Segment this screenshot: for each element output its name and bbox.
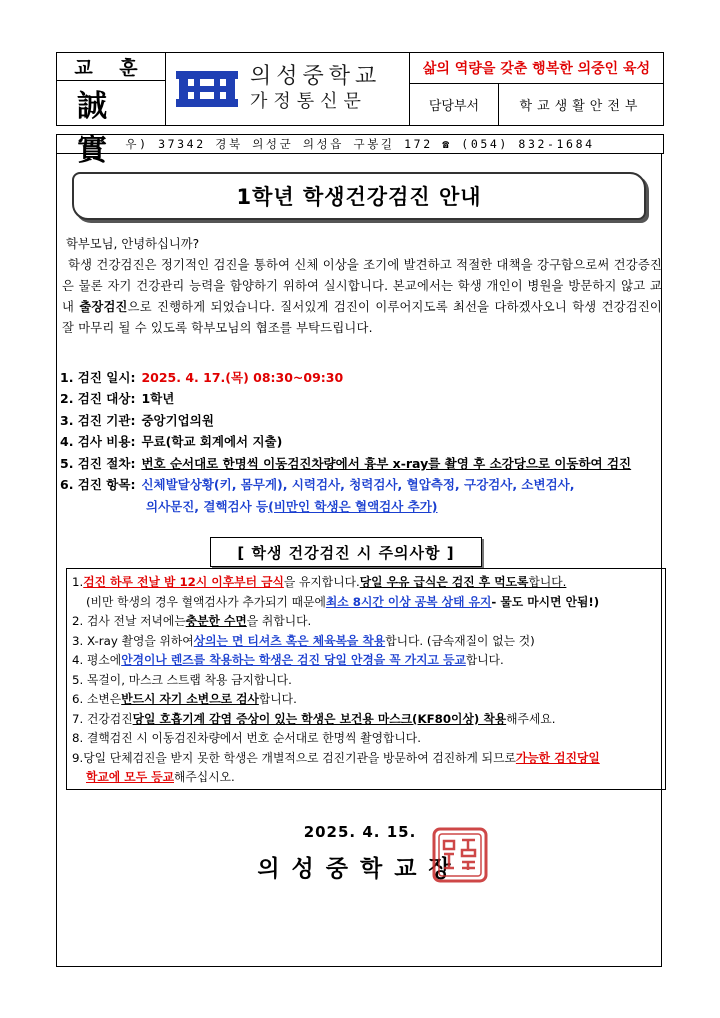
note-text: 3. X-ray 촬영을 위하여 [72, 633, 194, 648]
note-blue-text: 안경이나 렌즈를 착용하는 학생은 검진 당일 안경을 꼭 가지고 등교 [121, 653, 466, 668]
note-text: 해주세요. [506, 711, 556, 726]
note-red-text: 학교에 모두 등교 [86, 770, 174, 785]
notice-item-9 [72, 748, 662, 768]
notice-item-3 [72, 631, 662, 651]
info-procedure-row [60, 452, 660, 474]
note-bold-text: 당일 호흡기계 감염 증상이 있는 학생은 보건용 마스크(KF80이상) 착용 [132, 711, 507, 726]
info-org-value: 중앙기업의원 [141, 412, 214, 428]
info-target-row [60, 388, 660, 410]
issue-date: 2025. 4. 15. [303, 823, 417, 841]
notice-item-1 [72, 572, 662, 592]
document-title: 1학년 학생건강검진 안내 [72, 172, 646, 220]
newsletter-name: 가정통신문 [250, 91, 367, 112]
info-cost-value: 무료(학교 회계에서 지출) [141, 434, 283, 450]
notice-list [72, 572, 662, 787]
info-label: 2. 검진 대상: [60, 391, 136, 407]
notice-item-1-sub [72, 592, 662, 612]
intro-bold-text: 출장검진 [79, 300, 128, 314]
note-bold-text: 충분한 수면 [185, 614, 247, 629]
school-vision: 삶의 역량을 갖춘 행복한 의중인 육성 [410, 53, 663, 84]
notice-title: [ 학생 건강검진 시 주의사항 ] [210, 537, 482, 567]
intro-paragraph [62, 255, 662, 339]
note-blue-text: 상의는 면 티셔츠 혹은 체육복을 착용 [193, 633, 386, 648]
note-text: 6. 소변은 [72, 692, 122, 707]
motto-label: 교 훈 [57, 53, 165, 81]
note-red-text: 가능한 검진당일 [515, 750, 600, 765]
note-text: 4. 평소에 [72, 653, 122, 668]
notice-item-9-cont [72, 767, 662, 787]
note-bold-text: 반드시 자기 소변으로 검사 [121, 692, 259, 707]
note-text: 합니다. [258, 692, 297, 707]
note-text: 9.당일 단체검진을 받지 못한 학생은 개별적으로 검진기관을 방문하여 검진하게 되므로 [72, 750, 516, 765]
info-items-line2 [60, 495, 660, 517]
info-items-text: 의사문진, 결핵검사 등 [146, 498, 269, 514]
note-bold-text: 당일 우유 급식은 검진 후 먹도록 [359, 575, 529, 590]
notice-item-4 [72, 650, 662, 670]
note-text: 2. 검사 전날 저녁에는 [72, 614, 186, 629]
info-cost-row [60, 431, 660, 453]
info-date-value: 2025. 4. 17.(목) 08:30~09:30 [141, 369, 344, 385]
notice-item-7 [72, 709, 662, 729]
info-label: 3. 검진 기관: [60, 412, 136, 428]
school-logo-box [166, 53, 410, 125]
intro-text-2: 으로 진행하게 되었습니다. 질서있게 검진이 이루어지도록 최선을 다하겠사오니 학생 건강검진이 잘 마무리 될 수 있도록 학부모님의 협조를 부탁드립니다. [62, 300, 662, 335]
note-bold-text: - 물도 마시면 안됨!) [491, 594, 600, 609]
info-label: 5. 검진 절차: [60, 455, 136, 471]
principal-seal [431, 826, 489, 884]
greeting: 학부모님, 안녕하십니까? [66, 237, 200, 251]
note-text: (비만 학생의 경우 혈액검사가 추가되기 때문에 [86, 594, 326, 609]
note-text: 해주십시오. [174, 770, 235, 785]
note-text: 합니다. [528, 575, 567, 590]
principal-signature: 의성중학교장 [257, 856, 463, 882]
info-label: 1. 검진 일시: [60, 369, 136, 385]
info-items-line1: 신체발달상황(키, 몸무게), 시력검사, 청력검사, 혈압측정, 구강검사, 소변검사, [141, 477, 575, 493]
note-text: 을 취합니다. [246, 614, 312, 629]
school-address: 우) 37342 경북 의성군 의성읍 구봉길 172 ☎ (054) 832-1684 [56, 134, 664, 154]
info-items-note: (비만인 학생은 혈액검사 추가) [268, 498, 438, 514]
note-text: 합니다. (금속재질이 없는 것) [385, 633, 535, 648]
school-logo-icon [176, 69, 238, 109]
notice-item-2 [72, 611, 662, 631]
note-text: 8. 결핵검진 시 이동검진차량에서 번호 순서대로 한명씩 촬영합니다. [72, 731, 421, 746]
notice-item-6 [72, 689, 662, 709]
note-text: 7. 건강검진 [72, 711, 133, 726]
note-text: 5. 목걸이, 마스크 스트랩 착용 금지합니다. [72, 672, 292, 687]
school-name: 의성중학교 [250, 64, 382, 89]
info-date-row [60, 366, 660, 388]
department-value: 학교생활안전부 [519, 99, 643, 114]
info-procedure-value: 번호 순서대로 한명씩 이동검진차량에서 흉부 x-ray를 촬영 후 소강당으로 이동하여 검진 [141, 455, 632, 471]
motto-box [57, 53, 166, 168]
info-items-row [60, 474, 660, 496]
info-org-row [60, 409, 660, 431]
note-number: 1. [72, 574, 84, 589]
notice-item-5 [72, 670, 662, 690]
note-text: 을 유지합니다. [283, 575, 360, 590]
intro-section [62, 234, 662, 339]
intro-text-1: 학생 건강검진은 정기적인 검진을 통하여 신체 이상을 조기에 발견하고 적절한 대책을 강구함으로써 건강증진은 물론 자기 건강관리 능력을 함양하기 위하여 실시합니다. 본교에서는 학생 개인이 병원을 방문하지 않고 교내 [62, 258, 662, 314]
notice-item-8 [72, 728, 662, 748]
info-label: 6. 검진 항목: [60, 477, 136, 493]
note-red-text: 검진 하루 전날 밤 12시 이후부터 금식 [83, 575, 284, 590]
note-text: 합니다. [465, 653, 504, 668]
note-blue-text: 최소 8시간 이상 공복 상태 유지 [325, 594, 492, 609]
info-target-value: 1학년 [141, 391, 175, 407]
motto-value: 誠 實 [77, 89, 129, 168]
checkup-info [60, 366, 660, 517]
info-label: 4. 검사 비용: [60, 434, 136, 450]
department-label: 담당부서 [410, 84, 499, 125]
